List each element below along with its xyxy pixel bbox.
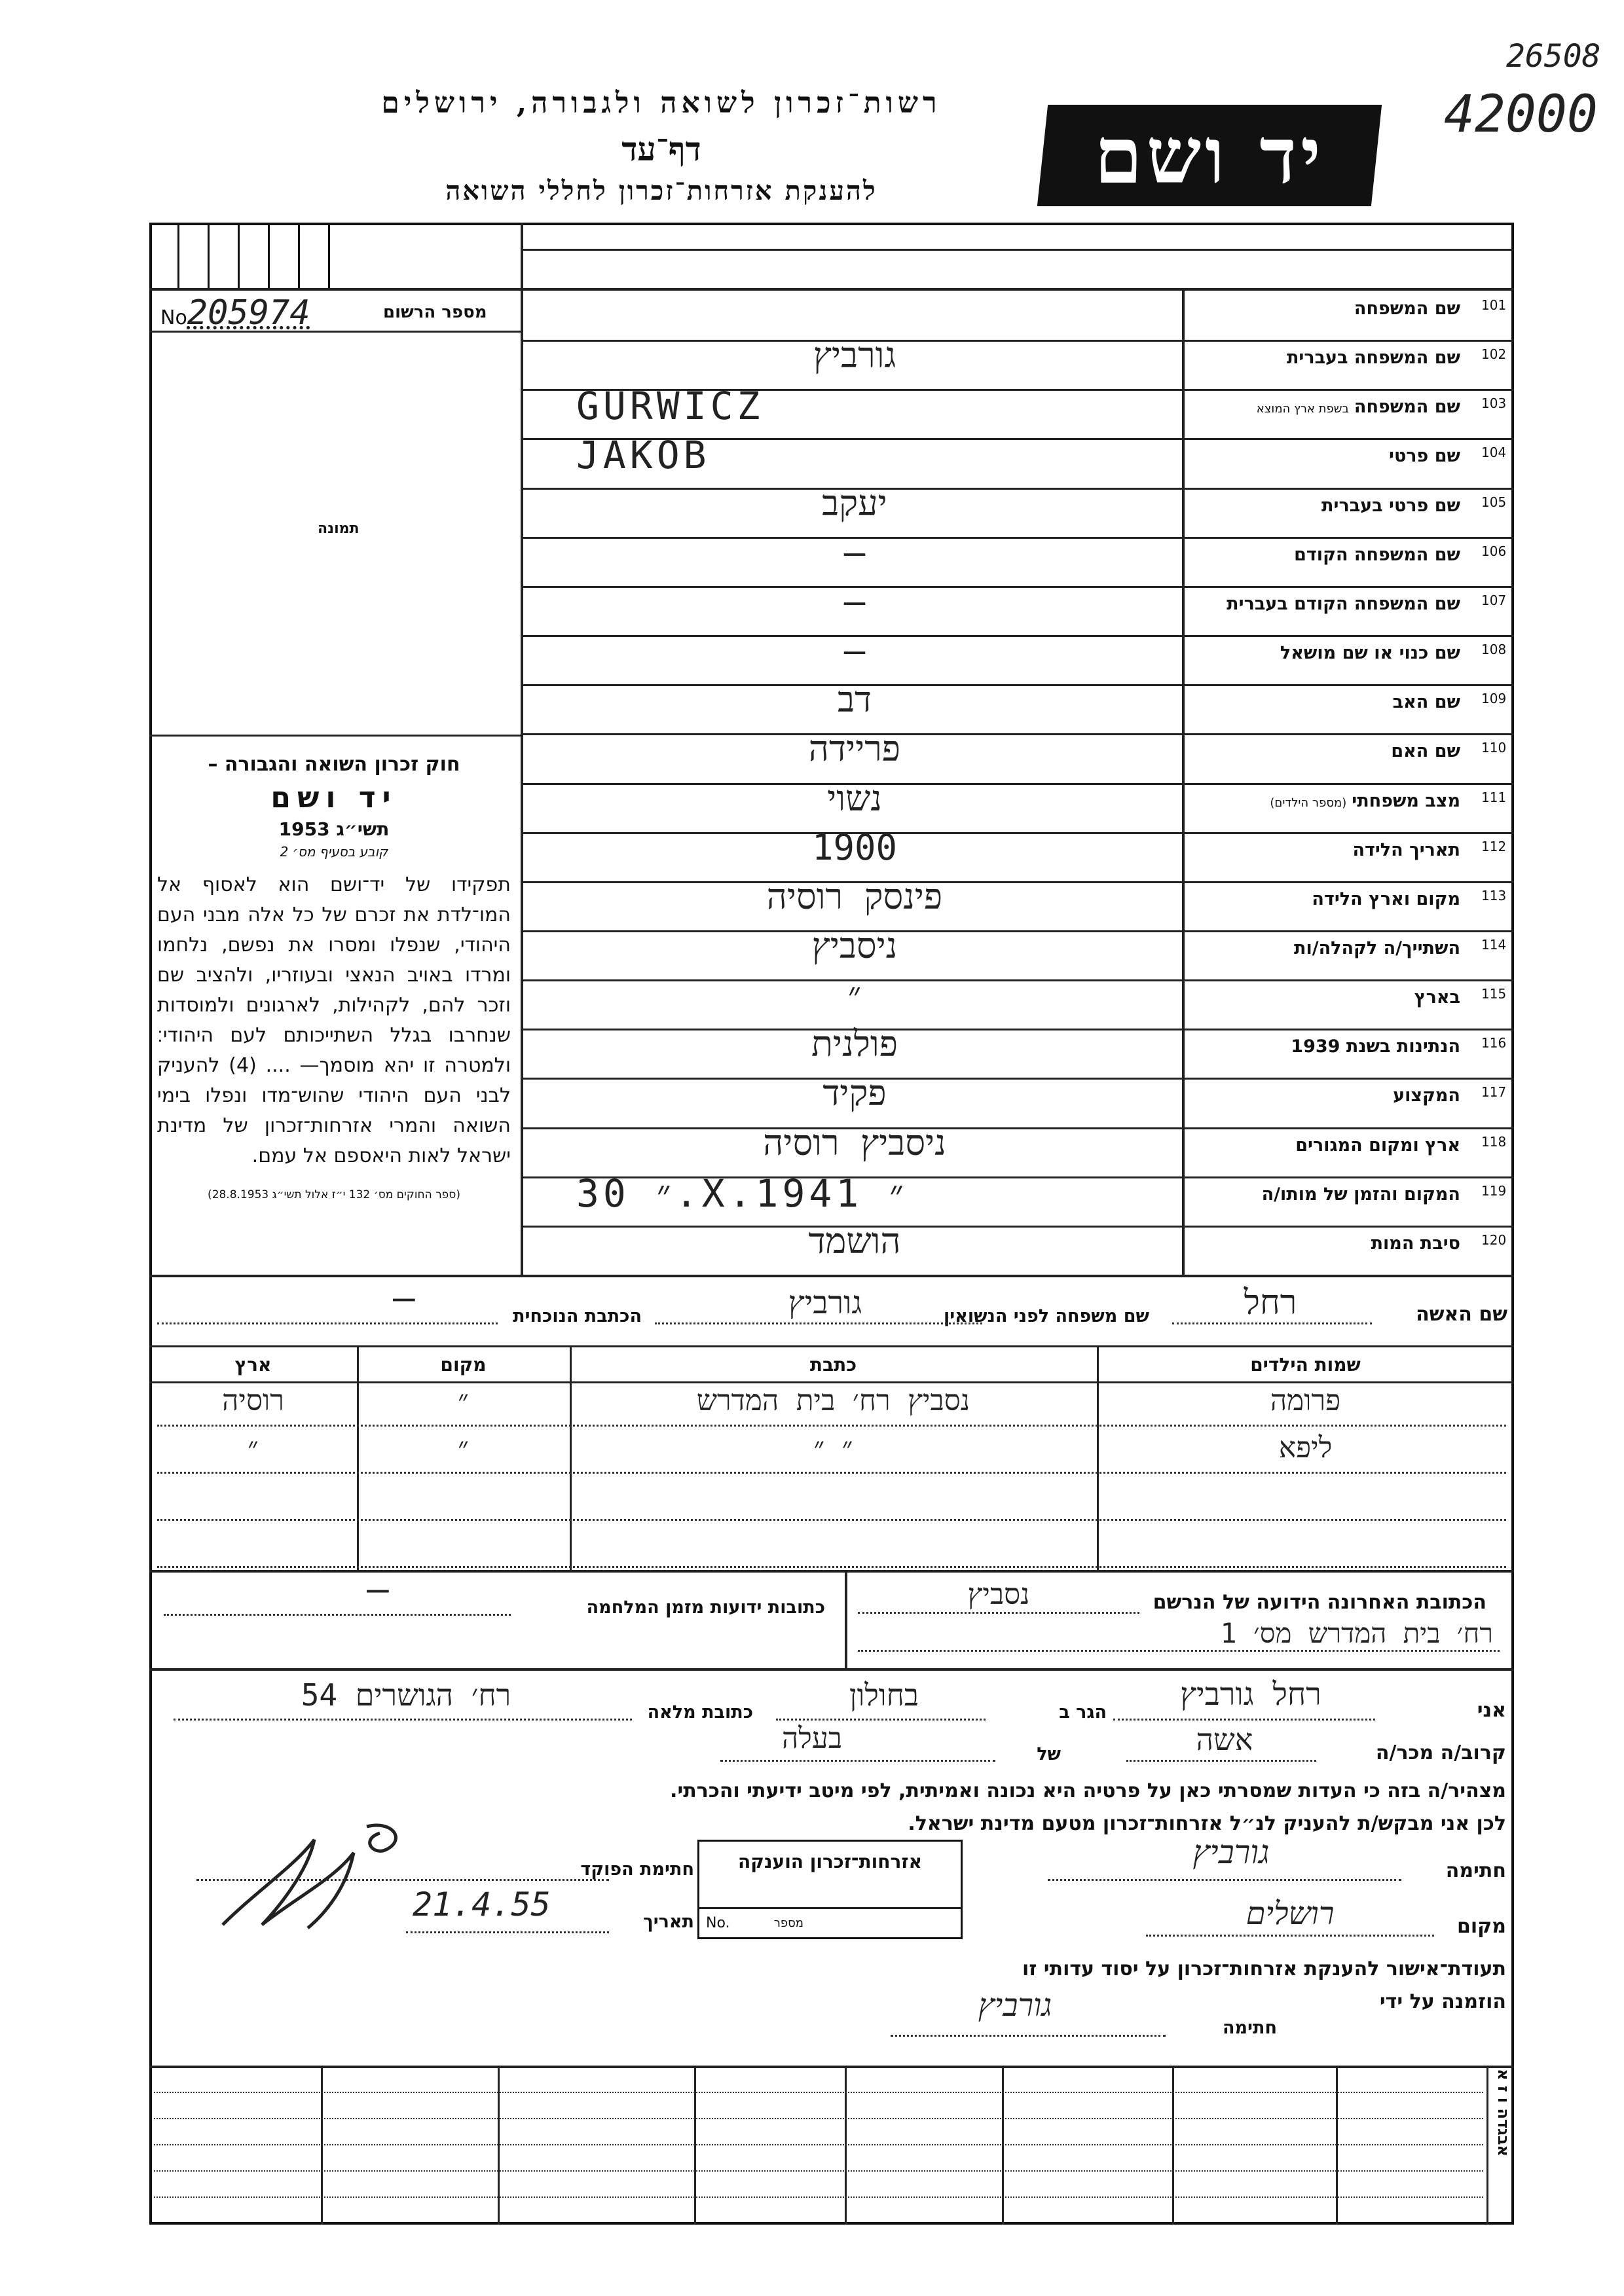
field-value: — <box>843 532 866 573</box>
field-number: 110 <box>1481 740 1507 756</box>
date-label: תאריך <box>643 1912 694 1932</box>
children-cell: ״ <box>458 1431 469 1465</box>
field-label-text: שם האם <box>1391 741 1460 761</box>
field-value: יעקב <box>822 483 887 524</box>
field-number: 109 <box>1481 691 1507 706</box>
field-value: הושמד <box>808 1220 901 1262</box>
children-col-divider <box>570 1347 572 1570</box>
box-title: אזרחות־זכרון הוענקה <box>738 1851 922 1872</box>
field-value: פולנית <box>811 1023 898 1065</box>
children-cell: נסביץ רח׳ בית המדרש <box>696 1384 970 1417</box>
children-header: שמות הילדים <box>1250 1354 1361 1376</box>
field-label <box>1291 1036 1460 1057</box>
of-label: של <box>1037 1744 1061 1764</box>
field-label-text: שם המשפחה <box>1354 299 1460 319</box>
field-value: 1900 <box>811 827 898 868</box>
ani-label: אני <box>1477 1699 1506 1722</box>
children-cell: ״ <box>248 1431 259 1465</box>
law-year: תשי״ג 1953 <box>278 818 390 840</box>
relative-line <box>1126 1760 1316 1762</box>
place-line <box>1146 1935 1434 1937</box>
photo-bottom-line <box>149 735 521 737</box>
header-institution: רשות־זכרון לשואה ולגבורה, ירושלים <box>381 86 942 120</box>
photo-label: תמונה <box>318 520 360 537</box>
ani-value: רחל גורביץ <box>1180 1676 1321 1713</box>
wartime-address-label: כתובות ידועות מזמן המלחמה <box>586 1597 825 1618</box>
field-value: דב <box>838 679 872 720</box>
place-value: רושלים <box>1246 1895 1335 1932</box>
field-label <box>1354 299 1460 319</box>
resides-label: הגר ב <box>1059 1702 1107 1722</box>
logo-text: יד ושם <box>1094 109 1325 201</box>
field-label-text: שם האב <box>1392 692 1460 712</box>
children-cell: ״ <box>458 1384 469 1417</box>
wife-row-top <box>149 1275 1514 1277</box>
children-cell: פרומה <box>1270 1384 1341 1417</box>
last-address-value-1: נסביץ <box>967 1578 1030 1611</box>
field-label-text: שם המשפחה בעברית <box>1286 348 1460 368</box>
children-row-line <box>157 1472 1506 1474</box>
top-strip-cells <box>149 223 521 288</box>
citizenship-granted-box <box>697 1840 963 1939</box>
officer-sig-scribble <box>196 1813 458 1944</box>
field-label <box>1270 791 1460 811</box>
field-value: — <box>843 581 866 622</box>
field-label-text: ארץ ומקום המגורים <box>1295 1135 1460 1156</box>
field-label-text: שם המשפחה הקודם בעברית <box>1227 594 1460 614</box>
field-number: 101 <box>1481 297 1507 313</box>
divider-left-col <box>521 223 523 1275</box>
last-address-value-2: רח׳ בית המדרש מס׳ 1 <box>1220 1617 1493 1649</box>
ani-line <box>1113 1719 1375 1721</box>
field-label <box>1414 987 1460 1008</box>
field-label-text: שם פרטי בעברית <box>1321 496 1460 516</box>
bottom-grid-row <box>154 2144 1483 2145</box>
field-label <box>1393 1085 1460 1106</box>
header-subtitle: להענקת אזרחות־זכרון לחללי השואה <box>445 175 877 206</box>
cert-text-2: הוזמנה על ידי <box>1379 1990 1506 2013</box>
resides-value: בחולון <box>849 1677 919 1713</box>
box-no-prefix: No. <box>706 1915 730 1931</box>
bottom-grid-row <box>154 2196 1483 2198</box>
field-label <box>1389 446 1460 466</box>
field-value: GURWICZ <box>576 384 764 428</box>
cert-sig-value: גורביץ <box>978 1987 1052 2024</box>
wife-row-bottom <box>149 1345 1514 1347</box>
children-row-line <box>157 1425 1506 1427</box>
field-number: 118 <box>1481 1134 1507 1150</box>
law-box <box>157 753 511 1201</box>
children-header: ארץ <box>234 1354 272 1376</box>
law-clause: קובע בסעיף מס׳ 2 <box>280 844 388 860</box>
children-row-line <box>157 1566 1506 1568</box>
field-value: ניסביץ רוסיה <box>763 1122 946 1163</box>
field-number: 108 <box>1481 642 1507 657</box>
last-address-line-2 <box>858 1650 1500 1652</box>
law-name: יד ושם <box>270 781 397 814</box>
field-value: — <box>843 630 866 671</box>
addresses-bottom <box>149 1668 1514 1671</box>
field-value: פקיד <box>822 1072 887 1114</box>
request-text: לכן אני מבקש/ת להעניק לנ״ל אזרחות־זכרון מטעם מדינת ישראל. <box>908 1812 1506 1835</box>
wartime-address-line <box>164 1614 511 1616</box>
field-label-text: השתייך/ה לקהלה/ות <box>1294 938 1460 958</box>
wartime-address-value: — <box>367 1568 389 1611</box>
date-value: 21.4.55 <box>413 1886 551 1923</box>
field-label-text: מצב משפחתי <box>1352 791 1460 811</box>
field-number: 113 <box>1481 888 1507 903</box>
cert-text-1: תעודת־אישור להענקת אזרחות־זכרון על יסוד עדותי זו <box>1022 1958 1506 1980</box>
field-number: 117 <box>1481 1084 1507 1100</box>
corner-number-bottom: 42000 <box>1444 85 1598 144</box>
law-title: חוק זכרון השואה והגבורה – <box>208 753 460 776</box>
children-cell: רוסיה <box>222 1384 284 1417</box>
signature-label: חתימה <box>1445 1859 1506 1882</box>
reg-number: 205974 <box>187 293 310 333</box>
children-bottom <box>149 1570 1514 1573</box>
field-label <box>1312 889 1460 909</box>
wife-maiden-line <box>655 1322 982 1324</box>
field-label <box>1287 348 1460 368</box>
yad-vashem-logo <box>1037 105 1382 206</box>
bottom-grid-row <box>154 2092 1483 2093</box>
field-value: פינסק רוסיה <box>766 876 943 917</box>
field-value: פריידה <box>808 728 901 769</box>
top-strip-line-right <box>521 249 1514 251</box>
children-col-divider <box>357 1347 359 1570</box>
field-number: 115 <box>1481 986 1507 1002</box>
field-value: נשוי <box>827 778 882 819</box>
wife-current-line <box>157 1322 498 1324</box>
field-number: 116 <box>1481 1035 1507 1051</box>
field-label <box>1295 1135 1460 1156</box>
field-label-text: תאריך הלידה <box>1352 840 1460 860</box>
field-label <box>1321 496 1460 516</box>
wife-current-label: הכתבת הנוכחית <box>513 1306 642 1326</box>
field-label-text: שם פרטי <box>1389 446 1460 466</box>
field-label-text: הנתינות בשנת 1939 <box>1291 1036 1460 1057</box>
registration-number <box>160 293 310 333</box>
wife-value-line <box>1172 1322 1372 1324</box>
children-col-divider <box>1097 1347 1099 1570</box>
resides-line <box>776 1719 986 1721</box>
field-number: 107 <box>1481 592 1507 608</box>
wife-maiden-label: שם משפחה לפני הנשואין <box>943 1306 1149 1326</box>
children-cell: ליפא <box>1278 1431 1333 1465</box>
date-line <box>406 1931 609 1933</box>
field-label <box>1294 938 1460 958</box>
field-label <box>1391 741 1460 761</box>
last-address-label: הכתובת האחרונה הידועה של הנרשם <box>1153 1591 1486 1614</box>
signature-line <box>1048 1879 1401 1881</box>
cert-sig-label: חתימה <box>1222 2018 1277 2038</box>
field-label <box>1393 692 1460 712</box>
full-address-label: כתובת מלאה <box>647 1702 753 1722</box>
bottom-grid-top <box>149 2066 1514 2068</box>
field-value: ״ 30.X.1941 ״ <box>576 1171 908 1216</box>
relative-value: אשה <box>1196 1722 1253 1757</box>
field-value: גורביץ <box>813 335 896 376</box>
field-label-text: בארץ <box>1414 987 1460 1008</box>
reg-label: מספר הרשום <box>383 302 487 322</box>
field-label <box>1227 594 1460 614</box>
cert-sig-line <box>891 2035 1166 2037</box>
bottom-grid-row <box>154 2118 1483 2119</box>
field-label-text: מקום וארץ הלידה <box>1312 889 1460 909</box>
field-label-text: שם כנוי או שם מושאל <box>1280 643 1460 663</box>
children-header-line <box>149 1381 1514 1383</box>
field-label-note: בשפת ארץ המוצא <box>1256 402 1349 416</box>
children-header: כתבת <box>809 1354 857 1376</box>
field-label-text: המקצוע <box>1393 1085 1460 1106</box>
field-label <box>1371 1233 1460 1254</box>
field-number: 105 <box>1481 494 1507 510</box>
wife-maiden-value: גורביץ <box>788 1285 862 1321</box>
field-number: 103 <box>1481 395 1507 411</box>
field-label <box>1262 1184 1460 1205</box>
field-label-text: סיבת המות <box>1371 1233 1460 1254</box>
children-row-line <box>157 1519 1506 1521</box>
field-value: JAKOB <box>576 433 710 477</box>
field-label <box>1257 397 1460 417</box>
field-number: 106 <box>1481 543 1507 559</box>
box-no-label: מספר <box>773 1916 803 1930</box>
field-number: 114 <box>1481 937 1507 953</box>
field-label-text: שם המשפחה הקודם <box>1294 545 1460 565</box>
place-label: מקום <box>1457 1915 1506 1938</box>
field-value: ניסביץ <box>811 925 898 966</box>
relative-label: קרוב/ה מכר/ה <box>1375 1741 1506 1764</box>
field-label <box>1352 840 1460 860</box>
field-number: 120 <box>1481 1232 1507 1248</box>
declare-text: מצהיר/ה בזה כי העדות שמסרתי כאן על פרטיה היא נכונה ואמיתית, לפי מיטב ידיעתי והכרתי. <box>670 1779 1506 1802</box>
children-header: מקום <box>440 1354 487 1376</box>
field-number: 102 <box>1481 346 1507 362</box>
field-number: 119 <box>1481 1183 1507 1199</box>
field-value: ״ <box>847 974 862 1015</box>
field-label-text: המקום והזמן של מותו/ה <box>1261 1184 1460 1205</box>
box-inner-line <box>699 1907 961 1909</box>
of-line <box>720 1760 995 1762</box>
bottom-grid-row <box>154 2170 1483 2172</box>
field-label-text: שם המשפחה <box>1354 397 1460 417</box>
header-form-title: דף־עד <box>621 130 701 168</box>
field-label-note: (מספר הילדים) <box>1270 796 1347 810</box>
side-letters: אבגדה ו ז א <box>1494 2069 1513 2157</box>
full-address-value: רח׳ הגושרים 54 <box>301 1677 511 1713</box>
bottom-grid-divider <box>1486 2066 1488 2225</box>
field-number: 104 <box>1481 445 1507 460</box>
reg-prefix: No <box>160 306 187 329</box>
wife-current-value: — <box>393 1277 415 1319</box>
last-address-line-1 <box>858 1612 1139 1614</box>
officer-sig-label: חתימת הפוקד <box>580 1859 694 1880</box>
field-label <box>1280 643 1460 663</box>
law-footnote: (ספר החוקים מס׳ 132 י״ז אלול תשי״ג 28.8.1953) <box>208 1188 460 1201</box>
full-address-line <box>174 1719 632 1721</box>
signature-value: גורביץ <box>1192 1833 1270 1871</box>
wife-label: שם האשה <box>1416 1303 1507 1326</box>
field-number: 111 <box>1481 790 1507 805</box>
field-label <box>1294 545 1460 565</box>
wife-value: רחל <box>1244 1283 1297 1322</box>
law-body: תפקידו של יד־ושם הוא לאסוף אל המו־לדת את זכרם של כל אלה מבני העם היהודי, שנפלו ומסרו את נפשם, נלחמו ומרדו באויב הנאצי ובעוזריו, ולהציב שם וזכר להם, לקהילות, לארגונים ולמוסדות שנחרבו בגלל השתייכותם לעם היהודי׃ ולמטרה זו יהא מוסמך— .... (4) להעניק לבני העם היהודי שהוש־מדו ונפלו בימי השואה והמרי אזרחות־זכרון של מדינת ישראל לאות היאספם אל עמם. <box>157 873 511 1167</box>
children-cell: ״ ״ <box>813 1431 853 1465</box>
of-value: בעלה <box>782 1722 842 1755</box>
field-number: 112 <box>1481 839 1507 854</box>
corner-number-top: 26508 <box>1506 38 1601 75</box>
addresses-divider <box>845 1573 847 1668</box>
top-strip-line <box>149 288 1514 291</box>
